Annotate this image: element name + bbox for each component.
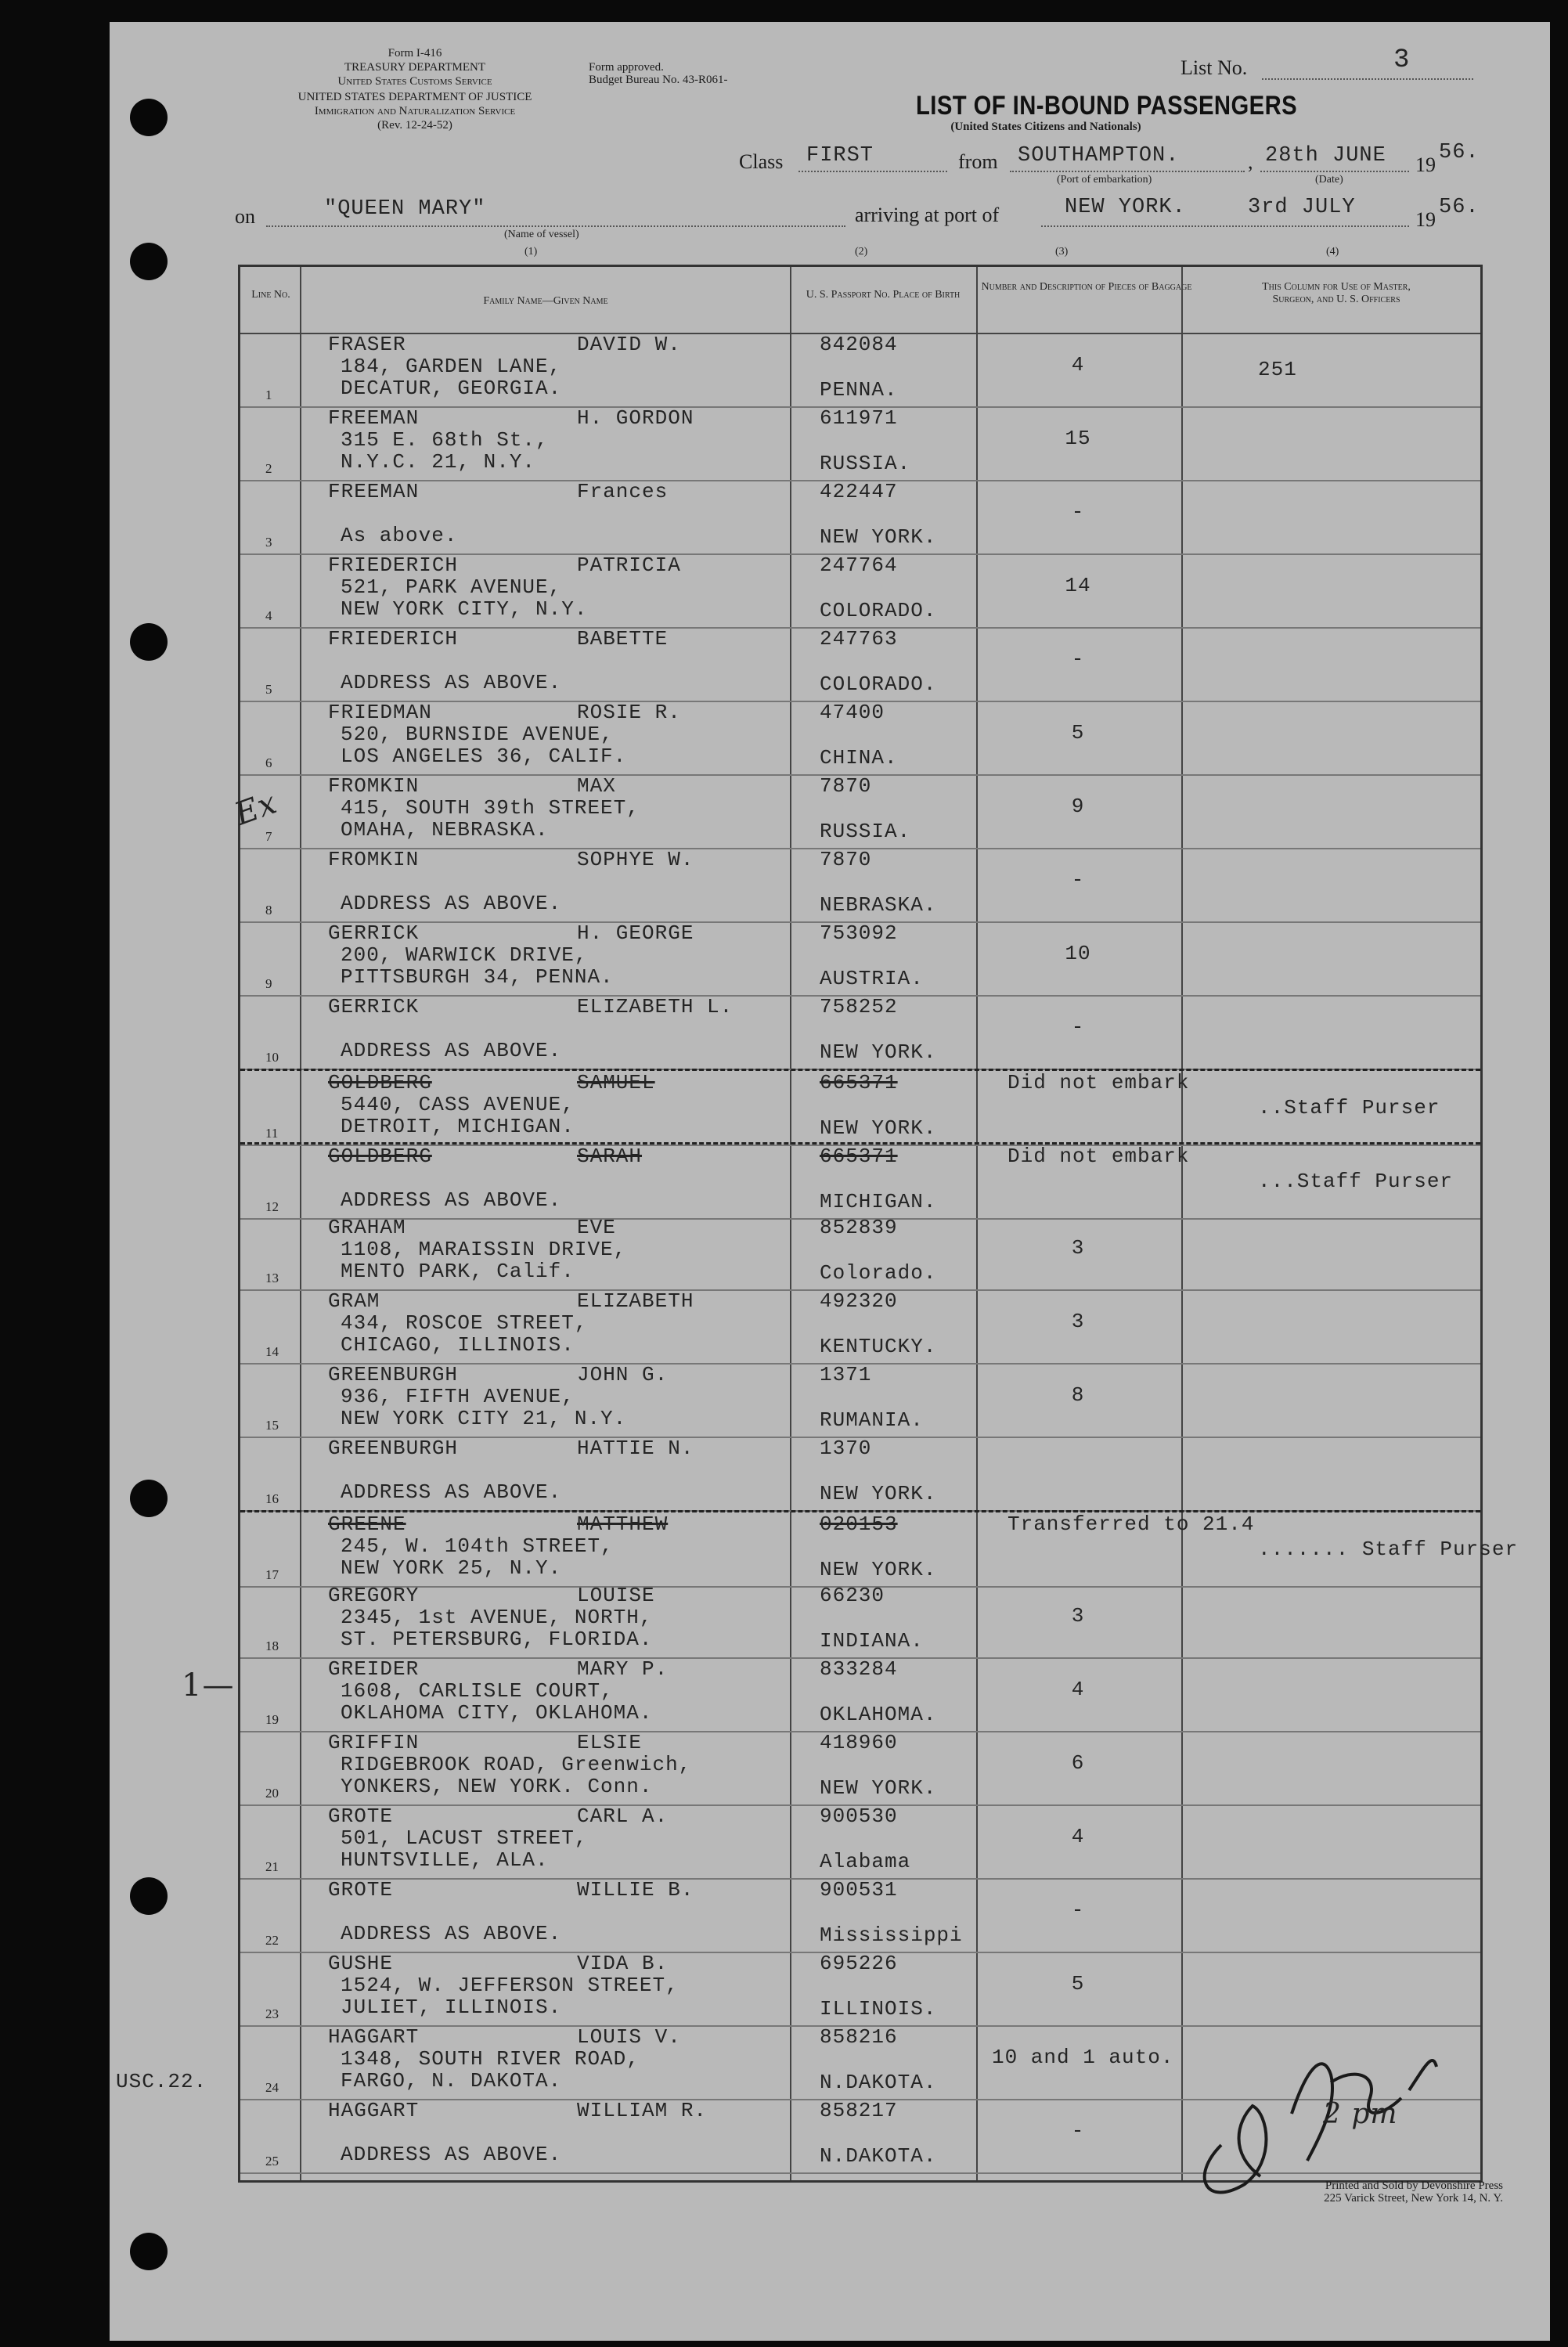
place-of-birth: KENTUCKY. xyxy=(820,1335,937,1358)
table-row xyxy=(240,1510,1519,1588)
line-number: 25 xyxy=(265,2154,279,2169)
table-row xyxy=(240,1878,1480,1953)
form-approved: Form approved. xyxy=(589,61,664,74)
place-of-birth: ILLINOIS. xyxy=(820,1997,937,2021)
budget-bureau: Budget Bureau No. 43-R061- xyxy=(589,74,728,86)
table-row xyxy=(240,1584,1480,1659)
arrival-port: NEW YORK. xyxy=(1065,196,1186,219)
family-name: GREENE xyxy=(328,1512,406,1536)
passport-number: 900530 xyxy=(820,1804,898,1828)
passport-number: 247764 xyxy=(820,553,898,577)
printer-line-1: Printed and Sold by Devonshire Press xyxy=(1325,2179,1503,2192)
status-note: Did not embark xyxy=(1007,1145,1190,1168)
margin-scrawl: Ex xyxy=(229,784,283,833)
address-line-1: 1608, CARLISLE COURT, xyxy=(341,1679,614,1703)
passport-number: 7870 xyxy=(820,848,872,871)
line-number: 19 xyxy=(265,1712,279,1727)
baggage-count: 4 xyxy=(1071,353,1085,377)
baggage-count: 6 xyxy=(1071,1751,1085,1775)
header-passport: U. S. Passport No. Place of Birth xyxy=(806,289,961,301)
baggage-count: 5 xyxy=(1071,1972,1085,1995)
passport-number: 758252 xyxy=(820,995,898,1018)
address-line-2: NEW YORK CITY 21, N.Y. xyxy=(341,1407,627,1430)
header-officers: This Column for Use of Master, Surgeon, and U. S. Officers xyxy=(1262,281,1411,305)
line-number: 13 xyxy=(265,1271,279,1285)
family-name: FRIEDMAN xyxy=(328,701,432,724)
baggage-count: - xyxy=(1071,1015,1085,1039)
line-number: 9 xyxy=(265,976,272,991)
address-line-1: 1108, MARAISSIN DRIVE, xyxy=(341,1238,627,1261)
table-row xyxy=(240,627,1480,702)
table-row xyxy=(240,1363,1480,1438)
col-index-1: (1) xyxy=(524,246,538,258)
table-row xyxy=(240,1142,1480,1220)
passport-number: 492320 xyxy=(820,1289,898,1313)
given-name: VIDA B. xyxy=(577,1952,669,1975)
baggage-count: 10 and 1 auto. xyxy=(992,2046,1174,2069)
line-number: 17 xyxy=(265,1567,279,1582)
year-from: 56. xyxy=(1439,141,1480,164)
address-line-2: CHICAGO, ILLINOIS. xyxy=(341,1333,575,1357)
given-name: MARY P. xyxy=(577,1657,669,1681)
given-name: ELSIE xyxy=(577,1731,643,1754)
binder-hole xyxy=(130,1877,168,1915)
arrival-line xyxy=(1041,225,1409,227)
table-row xyxy=(240,1804,1480,1880)
passport-number: 1371 xyxy=(820,1363,872,1386)
list-no-value: 3 xyxy=(1393,45,1411,75)
vessel-name: "QUEEN MARY" xyxy=(324,197,486,221)
passport-number: 852839 xyxy=(820,1216,898,1239)
place-of-birth: Mississippi xyxy=(820,1923,963,1947)
address-line-1: 415, SOUTH 39th STREET, xyxy=(341,796,640,820)
family-name: HAGGART xyxy=(328,2099,420,2122)
address-line-2: ADDRESS AS ABOVE. xyxy=(341,2143,562,2166)
table-row xyxy=(240,774,1480,849)
place-of-birth: NEBRASKA. xyxy=(820,893,937,917)
family-name: GOLDBERG xyxy=(328,1145,432,1168)
table-row xyxy=(240,1069,1480,1146)
place-of-birth: PENNA. xyxy=(820,378,898,402)
vessel-note: (Name of vessel) xyxy=(504,229,579,240)
printer-line-2: 225 Varick Street, New York 14, N. Y. xyxy=(1324,2192,1503,2205)
table-header xyxy=(240,267,1480,334)
signature-note: 2 pm xyxy=(1323,2098,1398,2130)
binder-hole xyxy=(130,99,168,136)
line-number: 6 xyxy=(265,755,272,770)
list-no-line xyxy=(1262,78,1473,80)
vessel-line xyxy=(266,225,845,227)
place-of-birth: INDIANA. xyxy=(820,1629,924,1653)
address-line-2: OKLAHOMA CITY, OKLAHOMA. xyxy=(341,1701,653,1725)
place-of-birth: RUSSIA. xyxy=(820,820,911,843)
address-line-2: DETROIT, MICHIGAN. xyxy=(341,1115,575,1138)
passport-number: 833284 xyxy=(820,1657,898,1681)
on-label: on xyxy=(235,205,255,228)
given-name: JOHN G. xyxy=(577,1363,669,1386)
place-of-birth: RUSSIA. xyxy=(820,452,911,475)
binder-hole xyxy=(130,623,168,661)
line-number: 22 xyxy=(265,1933,279,1948)
binder-hole xyxy=(130,1480,168,1517)
officer-remark: ....... Staff Purser xyxy=(1258,1538,1519,1561)
date-note: (Date) xyxy=(1315,174,1343,186)
passport-number: 422447 xyxy=(820,480,898,503)
address-line-2: FARGO, N. DAKOTA. xyxy=(341,2069,562,2093)
family-name: GERRICK xyxy=(328,921,420,945)
place-of-birth: NEW YORK. xyxy=(820,1776,937,1800)
family-name: FRASER xyxy=(328,333,406,356)
passport-number: 7870 xyxy=(820,774,872,798)
table-row xyxy=(240,848,1480,923)
table-row xyxy=(240,995,1480,1070)
address-line-2: ADDRESS AS ABOVE. xyxy=(341,1039,562,1062)
given-name: Frances xyxy=(577,480,669,503)
place-of-birth: NEW YORK. xyxy=(820,1482,937,1505)
col-index-4: (4) xyxy=(1326,246,1339,258)
address-line-1: 200, WARWICK DRIVE, xyxy=(341,943,588,967)
family-name: FRIEDERICH xyxy=(328,553,459,577)
given-name: SARAH xyxy=(577,1145,643,1168)
table-row xyxy=(240,333,1480,408)
place-of-birth: RUMANIA. xyxy=(820,1408,924,1432)
address-line-2: PITTSBURGH 34, PENNA. xyxy=(341,965,614,989)
table-row xyxy=(240,553,1480,629)
page-title: LIST OF IN-BOUND PASSENGERS xyxy=(916,91,1298,121)
address-line-1: 2345, 1st AVENUE, NORTH, xyxy=(341,1606,653,1629)
justice-dept: UNITED STATES DEPARTMENT OF JUSTICE xyxy=(297,91,532,103)
officer-remark: 251 xyxy=(1258,358,1297,381)
status-note: Transferred to 21.4 xyxy=(1007,1512,1255,1536)
status-note: Did not embark xyxy=(1007,1071,1190,1094)
table-row xyxy=(240,1216,1480,1291)
given-name: LOUIS V. xyxy=(577,2025,681,2049)
address-line-1: 1524, W. JEFFERSON STREET, xyxy=(341,1974,679,1997)
line-number: 24 xyxy=(265,2080,279,2095)
address-line-1: RIDGEBROOK ROAD, Greenwich, xyxy=(341,1753,692,1776)
class-value: FIRST xyxy=(806,144,874,168)
given-name: H. GEORGE xyxy=(577,921,694,945)
line-number: 2 xyxy=(265,461,272,476)
passport-number: 900531 xyxy=(820,1878,898,1902)
address-line-2: OMAHA, NEBRASKA. xyxy=(341,818,549,842)
treasury-dept: TREASURY DEPARTMENT xyxy=(344,61,486,74)
family-name: GROTE xyxy=(328,1804,394,1828)
usc-code: USC.22. xyxy=(116,2070,207,2093)
address-line-2: ADDRESS AS ABOVE. xyxy=(341,1188,562,1212)
arrival-date: 3rd JULY xyxy=(1248,196,1356,219)
address-line-2: HUNTSVILLE, ALA. xyxy=(341,1848,549,1872)
address-line-1: 315 E. 68th St., xyxy=(341,428,549,452)
binder-hole xyxy=(130,2233,168,2270)
baggage-count: - xyxy=(1071,500,1085,524)
line-number: 16 xyxy=(265,1491,279,1506)
address-line-1: 245, W. 104th STREET, xyxy=(341,1534,614,1558)
given-name: MAX xyxy=(577,774,616,798)
address-line-2: ADDRESS AS ABOVE. xyxy=(341,1922,562,1945)
from-port: SOUTHAMPTON. xyxy=(1018,144,1180,168)
passport-number: 753092 xyxy=(820,921,898,945)
line-number: 18 xyxy=(265,1639,279,1653)
address-line-2: N.Y.C. 21, N.Y. xyxy=(341,450,536,474)
arriving-label: arriving at port of xyxy=(855,204,1000,226)
address-line-2: NEW YORK 25, N.Y. xyxy=(341,1556,562,1580)
given-name: ELIZABETH L. xyxy=(577,995,734,1018)
given-name: EVE xyxy=(577,1216,616,1239)
family-name: FRIEDERICH xyxy=(328,627,459,651)
place-of-birth: N.DAKOTA. xyxy=(820,2071,937,2094)
line-number: 21 xyxy=(265,1859,279,1874)
address-line-1: 501, LACUST STREET, xyxy=(341,1826,588,1850)
table-row xyxy=(240,406,1480,481)
given-name: MATTHEW xyxy=(577,1512,669,1536)
family-name: FREEMAN xyxy=(328,480,420,503)
family-name: GRAM xyxy=(328,1289,380,1313)
revision: (Rev. 12-24-52) xyxy=(377,119,452,132)
address-line-2: JULIET, ILLINOIS. xyxy=(341,1995,562,2019)
place-of-birth: NEW YORK. xyxy=(820,1558,937,1581)
officer-remark: ...Staff Purser xyxy=(1258,1170,1454,1193)
place-of-birth: NEW YORK. xyxy=(820,1116,937,1140)
port-embark-note: (Port of embarkation) xyxy=(1057,174,1152,186)
given-name: WILLIE B. xyxy=(577,1878,694,1902)
given-name: DAVID W. xyxy=(577,333,681,356)
place-of-birth: MICHIGAN. xyxy=(820,1190,937,1213)
line-number: 1 xyxy=(265,388,272,402)
place-of-birth: CHINA. xyxy=(820,746,898,770)
baggage-count: 4 xyxy=(1071,1678,1085,1701)
table-row xyxy=(240,1657,1480,1732)
family-name: GOLDBERG xyxy=(328,1071,432,1094)
line-number: 20 xyxy=(265,1786,279,1801)
passport-number: 611971 xyxy=(820,406,898,430)
place-of-birth: COLORADO. xyxy=(820,672,937,696)
class-label: Class xyxy=(739,150,784,173)
address-line-1: 1348, SOUTH RIVER ROAD, xyxy=(341,2047,640,2071)
list-no-label: List No. xyxy=(1181,56,1248,79)
address-line-2: ST. PETERSBURG, FLORIDA. xyxy=(341,1628,653,1651)
comma-1: , xyxy=(1248,150,1253,173)
baggage-count: 3 xyxy=(1071,1310,1085,1333)
table-row xyxy=(240,480,1480,555)
passport-number: 247763 xyxy=(820,627,898,651)
family-name: FREEMAN xyxy=(328,406,420,430)
given-name: SAMUEL xyxy=(577,1071,655,1094)
address-line-2: ADDRESS AS ABOVE. xyxy=(341,671,562,694)
given-name: H. GORDON xyxy=(577,406,694,430)
customs-service: United States Customs Service xyxy=(337,75,492,88)
given-name: LOUISE xyxy=(577,1584,655,1607)
officer-remark: ..Staff Purser xyxy=(1258,1096,1440,1119)
place-of-birth: NEW YORK. xyxy=(820,1040,937,1064)
year-prefix-2: 19 xyxy=(1415,208,1436,231)
passenger-table xyxy=(238,265,1519,2183)
family-name: GERRICK xyxy=(328,995,420,1018)
place-of-birth: Alabama xyxy=(820,1850,911,1873)
family-name: FROMKIN xyxy=(328,774,420,798)
baggage-count: 5 xyxy=(1071,721,1085,744)
line-number: 7 xyxy=(265,829,272,844)
address-line-2: YONKERS, NEW YORK. Conn. xyxy=(341,1775,653,1798)
col-index-2: (2) xyxy=(855,246,868,258)
baggage-count: 14 xyxy=(1065,574,1091,597)
header-line-no: Line No. xyxy=(251,289,290,301)
baggage-count: 9 xyxy=(1071,795,1085,818)
table-row xyxy=(240,921,1480,997)
family-name: GROTE xyxy=(328,1878,394,1902)
place-of-birth: N.DAKOTA. xyxy=(820,2144,937,2168)
table-row xyxy=(240,1437,1480,1512)
family-name: GRAHAM xyxy=(328,1216,406,1239)
margin-mark: 1— xyxy=(182,1667,235,1703)
baggage-count: - xyxy=(1071,2119,1085,2143)
from-line xyxy=(1010,171,1245,172)
place-of-birth: COLORADO. xyxy=(820,599,937,622)
address-line-2: NEW YORK CITY, N.Y. xyxy=(341,597,588,621)
place-of-birth: Colorado. xyxy=(820,1261,937,1285)
place-of-birth: AUSTRIA. xyxy=(820,967,924,990)
baggage-count: 4 xyxy=(1071,1825,1085,1848)
given-name: WILLIAM R. xyxy=(577,2099,708,2122)
passport-number: 842084 xyxy=(820,333,898,356)
baggage-count: 10 xyxy=(1065,942,1091,965)
family-name: GREENBURGH xyxy=(328,1363,459,1386)
header-name: Family Name—Given Name xyxy=(483,295,608,307)
given-name: SOPHYE W. xyxy=(577,848,694,871)
table-row xyxy=(240,1952,1480,2027)
line-number: 10 xyxy=(265,1050,279,1065)
header-baggage: Number and Description of Pieces of Baggage xyxy=(981,281,1192,293)
passport-number: 1370 xyxy=(820,1437,872,1460)
family-name: GREENBURGH xyxy=(328,1437,459,1460)
address-line-2: As above. xyxy=(341,524,458,547)
address-line-2: DECATUR, GEORGIA. xyxy=(341,377,562,400)
passport-number: 665371 xyxy=(820,1071,898,1094)
family-name: FROMKIN xyxy=(328,848,420,871)
family-name: HAGGART xyxy=(328,2025,420,2049)
line-number: 4 xyxy=(265,608,272,623)
date-from: 28th JUNE xyxy=(1265,144,1386,168)
address-line-2: MENTO PARK, Calif. xyxy=(341,1260,575,1283)
date-line xyxy=(1260,171,1409,172)
from-label: from xyxy=(958,150,998,173)
address-line-1: 434, ROSCOE STREET, xyxy=(341,1311,588,1335)
line-number: 12 xyxy=(265,1199,279,1214)
baggage-count: 3 xyxy=(1071,1236,1085,1260)
address-line-2: LOS ANGELES 36, CALIF. xyxy=(341,744,627,768)
address-line-1: 936, FIFTH AVENUE, xyxy=(341,1385,575,1408)
line-number: 8 xyxy=(265,903,272,918)
class-line xyxy=(798,171,947,172)
passport-number: 47400 xyxy=(820,701,885,724)
given-name: BABETTE xyxy=(577,627,669,651)
binder-hole xyxy=(130,243,168,280)
col-index-3: (3) xyxy=(1055,246,1069,258)
given-name: ROSIE R. xyxy=(577,701,681,724)
line-number: 5 xyxy=(265,682,272,697)
passport-number: 66230 xyxy=(820,1584,885,1607)
table-row xyxy=(240,1731,1480,1806)
family-name: GREGORY xyxy=(328,1584,420,1607)
passport-number: 695226 xyxy=(820,1952,898,1975)
table-row xyxy=(240,1289,1480,1365)
passport-number: 858217 xyxy=(820,2099,898,2122)
passport-number: 858216 xyxy=(820,2025,898,2049)
form-number: Form I-416 xyxy=(387,47,442,59)
passport-number: 665371 xyxy=(820,1145,898,1168)
passport-number: 020153 xyxy=(820,1512,898,1536)
given-name: ELIZABETH xyxy=(577,1289,694,1313)
line-number: 3 xyxy=(265,535,272,550)
line-number: 15 xyxy=(265,1418,279,1433)
address-line-2: ADDRESS AS ABOVE. xyxy=(341,1480,562,1504)
baggage-count: 3 xyxy=(1071,1604,1085,1628)
address-line-1: 520, BURNSIDE AVENUE, xyxy=(341,723,614,746)
address-line-1: 521, PARK AVENUE, xyxy=(341,575,562,599)
ins-service: Immigration and Naturalization Service xyxy=(314,105,516,117)
page-subtitle: (United States Citizens and Nationals) xyxy=(950,121,1141,133)
baggage-count: - xyxy=(1071,868,1085,892)
baggage-count: - xyxy=(1071,1898,1085,1922)
baggage-count: - xyxy=(1071,647,1085,671)
place-of-birth: OKLAHOMA. xyxy=(820,1703,937,1726)
given-name: PATRICIA xyxy=(577,553,681,577)
table-row xyxy=(240,701,1480,776)
given-name: HATTIE N. xyxy=(577,1437,694,1460)
line-number: 23 xyxy=(265,2006,279,2021)
year-to: 56. xyxy=(1439,196,1480,219)
baggage-count: 8 xyxy=(1071,1383,1085,1407)
line-number: 11 xyxy=(265,1126,279,1141)
family-name: GRIFFIN xyxy=(328,1731,420,1754)
address-line-2: ADDRESS AS ABOVE. xyxy=(341,892,562,915)
passport-number: 418960 xyxy=(820,1731,898,1754)
address-line-1: 184, GARDEN LANE, xyxy=(341,355,562,378)
family-name: GREIDER xyxy=(328,1657,420,1681)
given-name: CARL A. xyxy=(577,1804,669,1828)
baggage-count: 15 xyxy=(1065,427,1091,450)
address-line-1: 5440, CASS AVENUE, xyxy=(341,1093,575,1116)
place-of-birth: NEW YORK. xyxy=(820,525,937,549)
line-number: 14 xyxy=(265,1344,279,1359)
year-prefix-1: 19 xyxy=(1415,153,1436,176)
family-name: GUSHE xyxy=(328,1952,394,1975)
